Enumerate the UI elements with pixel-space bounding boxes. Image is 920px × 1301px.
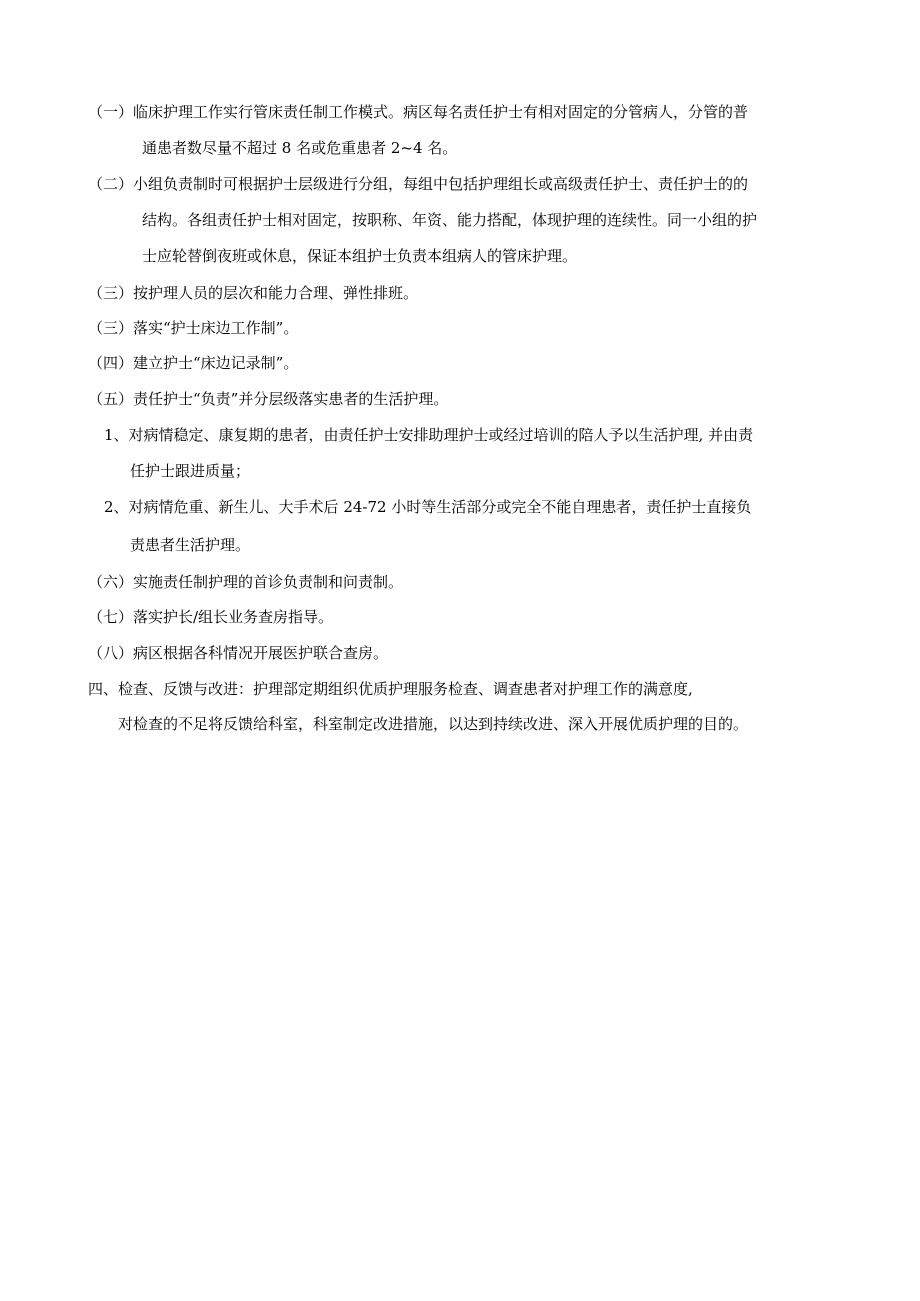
item-2-line-2: 结构。各组责任护士相对固定，按职称、年资、能力搭配，体现护理的连续性。同一小组的护 — [142, 211, 758, 229]
item-1-line-2: 通患者数尽量不超过 8 名或危重患者 2~4 名。 — [142, 139, 458, 157]
item-5-2-line-1: 2、对病情危重、新生儿、大手术后 24-72 小时等生活部分或完全不能自理患者，责任护士直接负 — [104, 498, 752, 516]
item-3b: （三）落实“护士床边工作制”。 — [88, 319, 299, 337]
item-8: （八）病区根据各科情况开展医护联合查房。 — [88, 644, 389, 662]
item-5-1-line-1: 1、对病情稳定、康复期的患者，由责任护士安排助理护士或经过培训的陪人予以生活护理, 并由责 — [104, 426, 754, 444]
item-1-line-1: （一）临床护理工作实行管床责任制工作模式。病区每名责任护士有相对固定的分管病人，分管的普 — [88, 103, 749, 121]
section-4-line-2: 对检查的不足将反馈给科室，科室制定改进措施，以达到持续改进、深入开展优质护理的目的。 — [118, 715, 749, 733]
item-2-line-3: 士应轮替倒夜班或休息，保证本组护士负责本组病人的管床护理。 — [142, 247, 578, 265]
item-6: （六）实施责任制护理的首诊负责制和问责制。 — [88, 573, 404, 591]
item-5-2-line-2: 责患者生活护理。 — [130, 536, 251, 554]
item-5-1-line-2: 任护士跟进质量； — [130, 462, 251, 480]
item-7: （七）落实护长/组长业务查房指导。 — [88, 608, 334, 626]
item-5: （五）责任护士“负责”并分层级落实患者的生活护理。 — [88, 390, 449, 408]
item-3: （三）按护理人员的层次和能力合理、弹性排班。 — [88, 284, 419, 302]
item-2-line-1: （二）小组负责制时可根据护士层级进行分组，每组中包括护理组长或高级责任护士、责任护士的的 — [88, 175, 749, 193]
section-4-line-1: 四、检查、反馈与改进：护理部定期组织优质护理服务检查、调查患者对护理工作的满意度, — [88, 680, 693, 698]
item-4: （四）建立护士“床边记录制”。 — [88, 354, 299, 372]
